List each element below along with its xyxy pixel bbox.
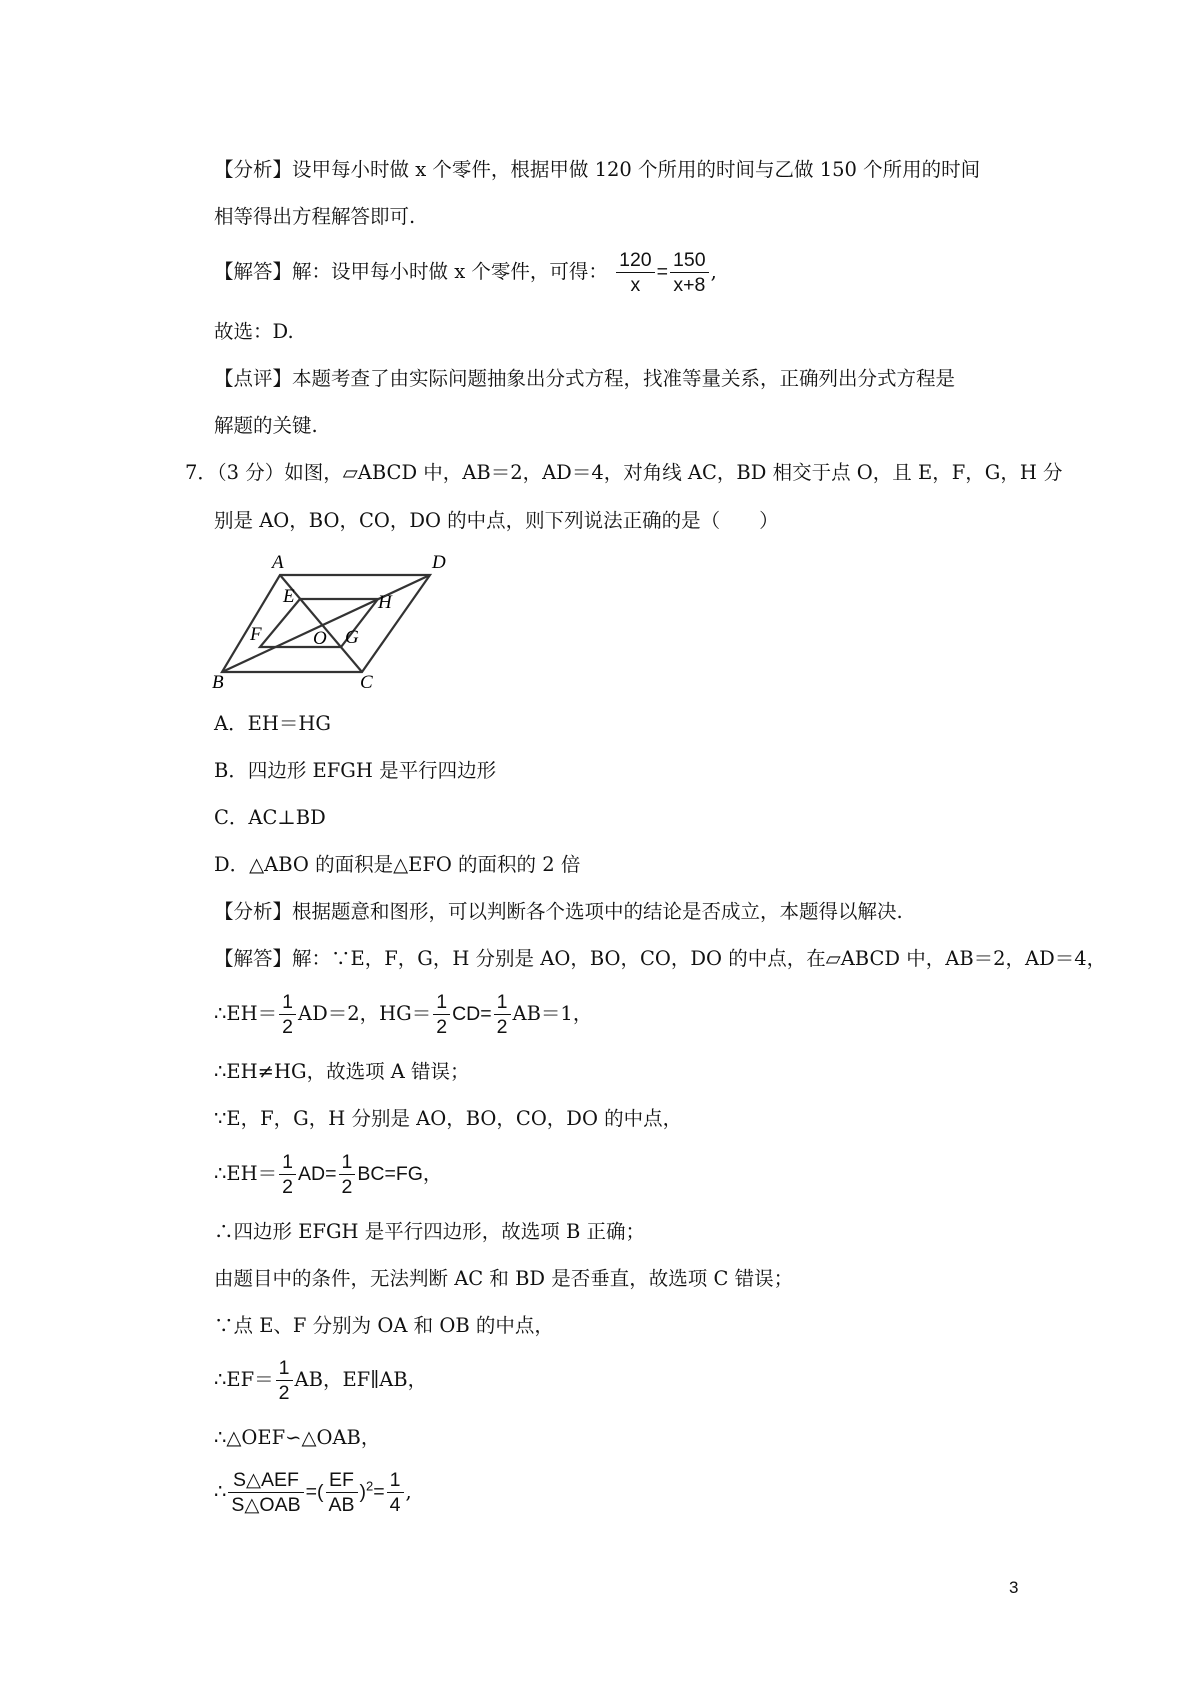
comment-line-1: 【点评】本题考查了由实际问题抽象出分式方程，找准等量关系，正确列出分式方程是	[214, 367, 956, 390]
solution-7-line-2	[214, 990, 592, 1039]
question-7-line-1: 7．（3 分）如图，▱ABCD 中，AB＝2，AD＝4，对角线 AC，BD 相交于点 O，且 E，F，G，H 分	[185, 461, 1063, 484]
solution-7-line-1: 【解答】解：∵E，F，G，H 分别是 AO，BO，CO，DO 的中点，在▱ABCD 中，AB＝2，AD＝4，	[214, 947, 1107, 970]
text: ∴EH＝	[214, 1162, 278, 1185]
label-G: G	[345, 627, 359, 648]
option-a: A．EH＝HG	[214, 712, 331, 735]
label-D: D	[432, 552, 446, 573]
option-b: B．四边形 EFGH 是平行四边形	[214, 759, 497, 782]
solution-7-line-8: ∵点 E、F 分别为 OA 和 OB 的中点，	[214, 1314, 554, 1337]
label-B: B	[212, 672, 224, 690]
text: =(	[305, 1481, 324, 1503]
solution-7-line-10: ∴△OEF∽△OAB，	[214, 1426, 381, 1449]
fraction-ef-over-ab: $\frac{EF}{AB}$	[326, 1468, 358, 1517]
label-H: H	[378, 592, 392, 613]
text: ∴	[214, 1480, 227, 1503]
text: AB＝1，	[512, 1002, 593, 1025]
fraction-half: $\frac{1}{2}$	[339, 1150, 356, 1199]
fraction-120-over-x: $\frac{120}{x}$	[616, 248, 655, 297]
analysis-line-2: 相等得出方程解答即可.	[214, 205, 416, 228]
solution-7-line-9	[214, 1356, 427, 1405]
option-d: D．△ABO 的面积是△EFO 的面积的 2 倍	[214, 853, 581, 876]
comment-line-2: 解题的关键.	[214, 414, 318, 437]
text: BC=FG，	[357, 1163, 443, 1185]
fraction-150-over-x-plus-8: $\frac{150}{x+8}$	[670, 248, 709, 297]
label-C: C	[360, 672, 373, 690]
solution-equation-line	[214, 248, 717, 297]
choice-line: 故选：D.	[214, 320, 294, 343]
solution-7-line-7: 由题目中的条件，无法判断 AC 和 BD 是否垂直，故选项 C 错误；	[214, 1267, 794, 1290]
fraction-quarter: $\frac{1}{4}$	[387, 1468, 404, 1517]
text: CD=	[452, 1003, 492, 1025]
exponent: 2	[366, 1478, 374, 1494]
label-A: A	[272, 552, 284, 573]
question-7-line-2: 别是 AO，BO，CO，DO 的中点，则下列说法正确的是（ ）	[214, 509, 779, 532]
option-c: C．AC⊥BD	[214, 806, 326, 829]
fraction-half: $\frac{1}{2}$	[276, 1356, 293, 1405]
text: )	[359, 1481, 367, 1503]
solution-7-line-6: ∴四边形 EFGH 是平行四边形，故选项 B 正确；	[214, 1220, 645, 1243]
fraction-half: $\frac{1}{2}$	[494, 990, 511, 1039]
parallelogram-figure	[210, 550, 470, 690]
text: ∴EH＝	[214, 1002, 278, 1025]
fraction-area-ratio: $\frac{\text{S△AEF}}{\text{S△OAB}}$	[228, 1468, 303, 1517]
solution-7-line-3: ∴EH≠HG，故选项 A 错误；	[214, 1060, 470, 1083]
label-E: E	[283, 586, 295, 607]
label-F: F	[250, 624, 262, 645]
analysis-line-1: 【分析】设甲每小时做 x 个零件，根据甲做 120 个所用的时间与乙做 150 个所用的时间	[214, 158, 981, 181]
fraction-half: $\frac{1}{2}$	[433, 990, 450, 1039]
analysis-7: 【分析】根据题意和图形，可以判断各个选项中的结论是否成立，本题得以解决.	[214, 900, 903, 923]
text: AD＝2，HG＝	[298, 1002, 432, 1025]
solution-7-line-5	[214, 1150, 442, 1199]
equals-sign: =	[656, 261, 669, 283]
text: =	[373, 1481, 385, 1503]
text: AD=	[298, 1163, 337, 1185]
solution-text: 【解答】解：设甲每小时做 x 个零件，可得：	[214, 260, 608, 283]
fraction-half: $\frac{1}{2}$	[279, 990, 296, 1039]
text: AB，EF∥AB，	[294, 1368, 428, 1391]
text: ∴EF＝	[214, 1368, 274, 1391]
solution-7-line-11	[214, 1468, 412, 1517]
fraction-half: $\frac{1}{2}$	[279, 1150, 296, 1199]
comma: ,	[710, 260, 717, 283]
page-number: 3	[1009, 1578, 1019, 1597]
text: ,	[405, 1480, 412, 1503]
solution-7-line-4: ∵E，F，G，H 分别是 AO，BO，CO，DO 的中点，	[214, 1107, 683, 1130]
label-O: O	[313, 628, 327, 649]
